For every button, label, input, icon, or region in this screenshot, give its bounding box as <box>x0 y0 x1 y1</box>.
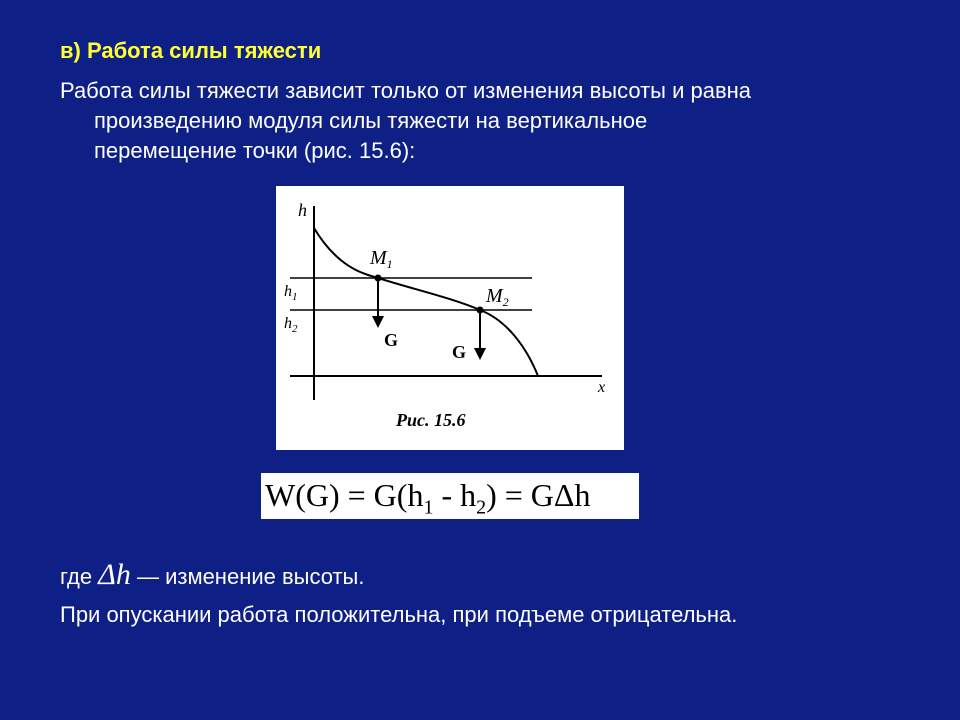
section-heading: в) Работа силы тяжести <box>60 38 322 63</box>
intro-line-2: произведению модуля силы тяжести на вертикальное <box>94 108 648 133</box>
figure-15-6 <box>276 186 624 450</box>
m1-label: $M_1$ <box>370 247 393 271</box>
work-formula: $W(G) = G(h_1 - h_2) = G\Delta h$ <box>265 477 591 519</box>
gravity-arrowhead-1 <box>372 316 384 328</box>
figure-caption: Рис. 15.6 <box>396 410 466 430</box>
gravity-label-1: G <box>384 330 399 350</box>
height-diagram <box>276 186 624 450</box>
formula-box <box>261 473 639 519</box>
h2-label: $h_2$ <box>284 315 298 335</box>
delta-definition <box>60 560 364 592</box>
delta-prefix: где <box>60 564 99 589</box>
intro-paragraph <box>60 76 920 166</box>
delta-symbol: Δh <box>98 558 131 591</box>
conclusion-paragraph: При опускании работа положительна, при подъеме отрицательна. <box>60 602 738 627</box>
intro-line-1: Работа силы тяжести зависит только от изменения высоты и равна <box>60 78 752 103</box>
gravity-label-2: G <box>452 342 467 362</box>
h-axis-label: h <box>298 200 307 220</box>
m2-label: $M_2$ <box>486 285 509 309</box>
intro-line-3: перемещение точки (рис. 15.6): <box>94 138 416 163</box>
h1-label: $h_1$ <box>284 283 298 303</box>
x-axis-label: x <box>598 379 606 396</box>
gravity-arrowhead-2 <box>474 348 486 360</box>
delta-suffix: — изменение высоты. <box>130 564 365 589</box>
